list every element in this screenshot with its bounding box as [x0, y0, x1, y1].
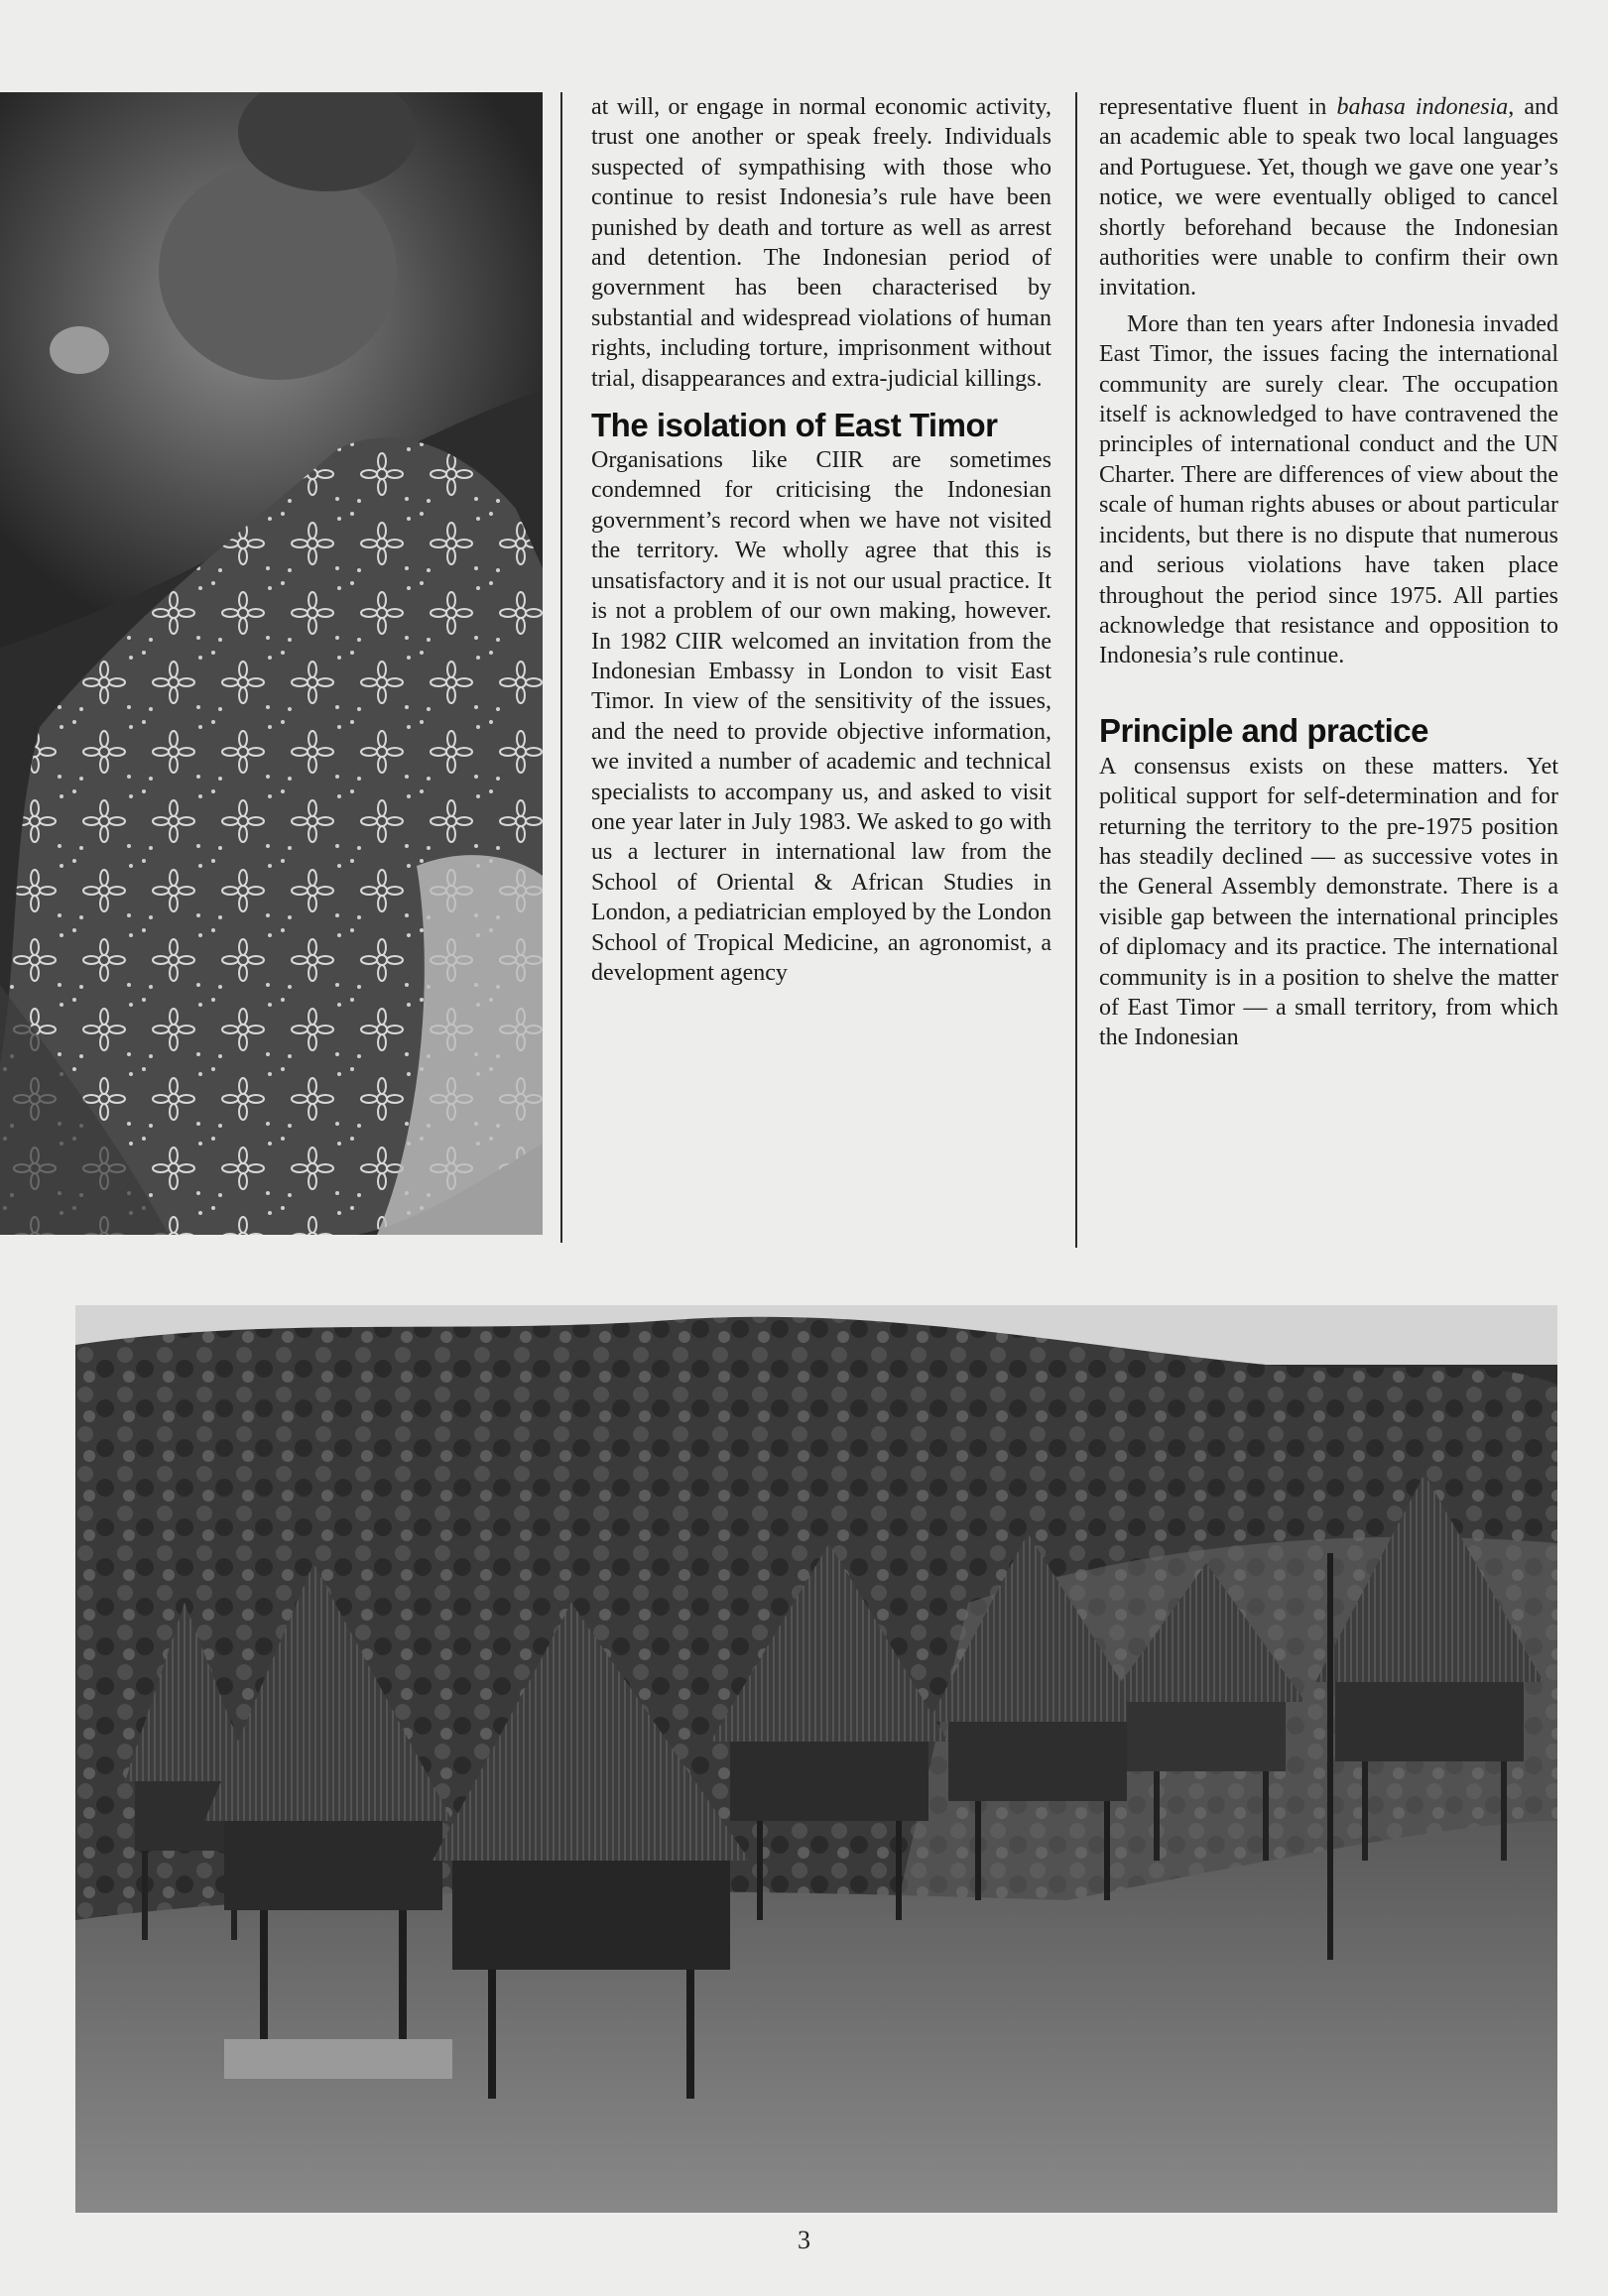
section-heading-isolation: The isolation of East Timor	[591, 407, 998, 444]
language-name-italic: bahasa indonesia	[1336, 94, 1509, 120]
body-paragraph: Organisations like CIIR are sometimes condemned for criticising the Indonesian government’s record when we have not visited the territory. We wholly agree that this is unsatisfactory and it is not our usual practice. It is not a problem of our own making, however. In 1982 CIIR welcomed an invitation from the Indonesian Embassy in London to visit East Timor. In view of the sensitivity of the issues, and the need to provide objective information, we invited a number of academic and technical specialists to accompany us, and asked to visit one year later in July 1983. We asked to go with us a lecturer in international law from the School of Oriental & African Studies in London, a pediatrician employed by the London School of Tropical Medicine, an agronomist, a development agency	[591, 447, 1051, 986]
portrait-photo	[0, 92, 543, 1235]
village-photo	[75, 1305, 1557, 2213]
body-paragraph: at will, or engage in normal economic activity, trust one another or speak freely. Individuals suspected of sympathising with those who continue to resist Indonesia’s rule have been punished by death and torture as well as arrest and detention. The Indonesian period of government has been characterised by substantial and widespread violations of human rights, including torture, imprisonment without trial, disappearances and extra-judicial killings.	[591, 94, 1051, 392]
body-paragraph: More than ten years after Indonesia invaded East Timor, the issues facing the international community are surely clear. The occupation itself is acknowledged to have contravened the principles of international conduct and the UN Charter. There are differences of view about the scale of human rights abuses or about particular incidents, but there is no dispute that numerous and serious violations have taken place throughout the period since 1975. All parties acknowledge that resistance and opposition to Indonesia’s rule continue.	[1099, 310, 1558, 669]
section-heading-principle: Principle and practice	[1099, 711, 1428, 749]
column-rule-left	[560, 92, 562, 1243]
page-number: 3	[798, 2226, 810, 2254]
column-rule-right	[1075, 92, 1077, 1248]
body-text: , and an academic able to speak two local languages and Portuguese. Yet, though we gave one year’s notice, we were eventually obliged to cancel shortly beforehand because the Indonesian authorities were unable to confirm their own invitation.	[1099, 94, 1559, 302]
body-paragraph: A consensus exists on these matters. Yet political support for self-determination and for returning the territory to the pre-1975 position has steadily declined — as successive votes in the General Assembly demonstrate. There is a visible gap between the international principles of diplomacy and its practice. The international community is in a position to shelve the matter of East Timor — a small territory, from which the Indonesian	[1099, 753, 1558, 1051]
village-photo-art	[75, 1305, 1557, 2213]
article-column-middle	[591, 92, 1051, 988]
body-paragraph	[1099, 92, 1558, 303]
portrait-photo-art	[0, 92, 543, 1235]
body-text: representative fluent in	[1099, 94, 1337, 120]
article-column-right	[1099, 92, 1558, 1053]
